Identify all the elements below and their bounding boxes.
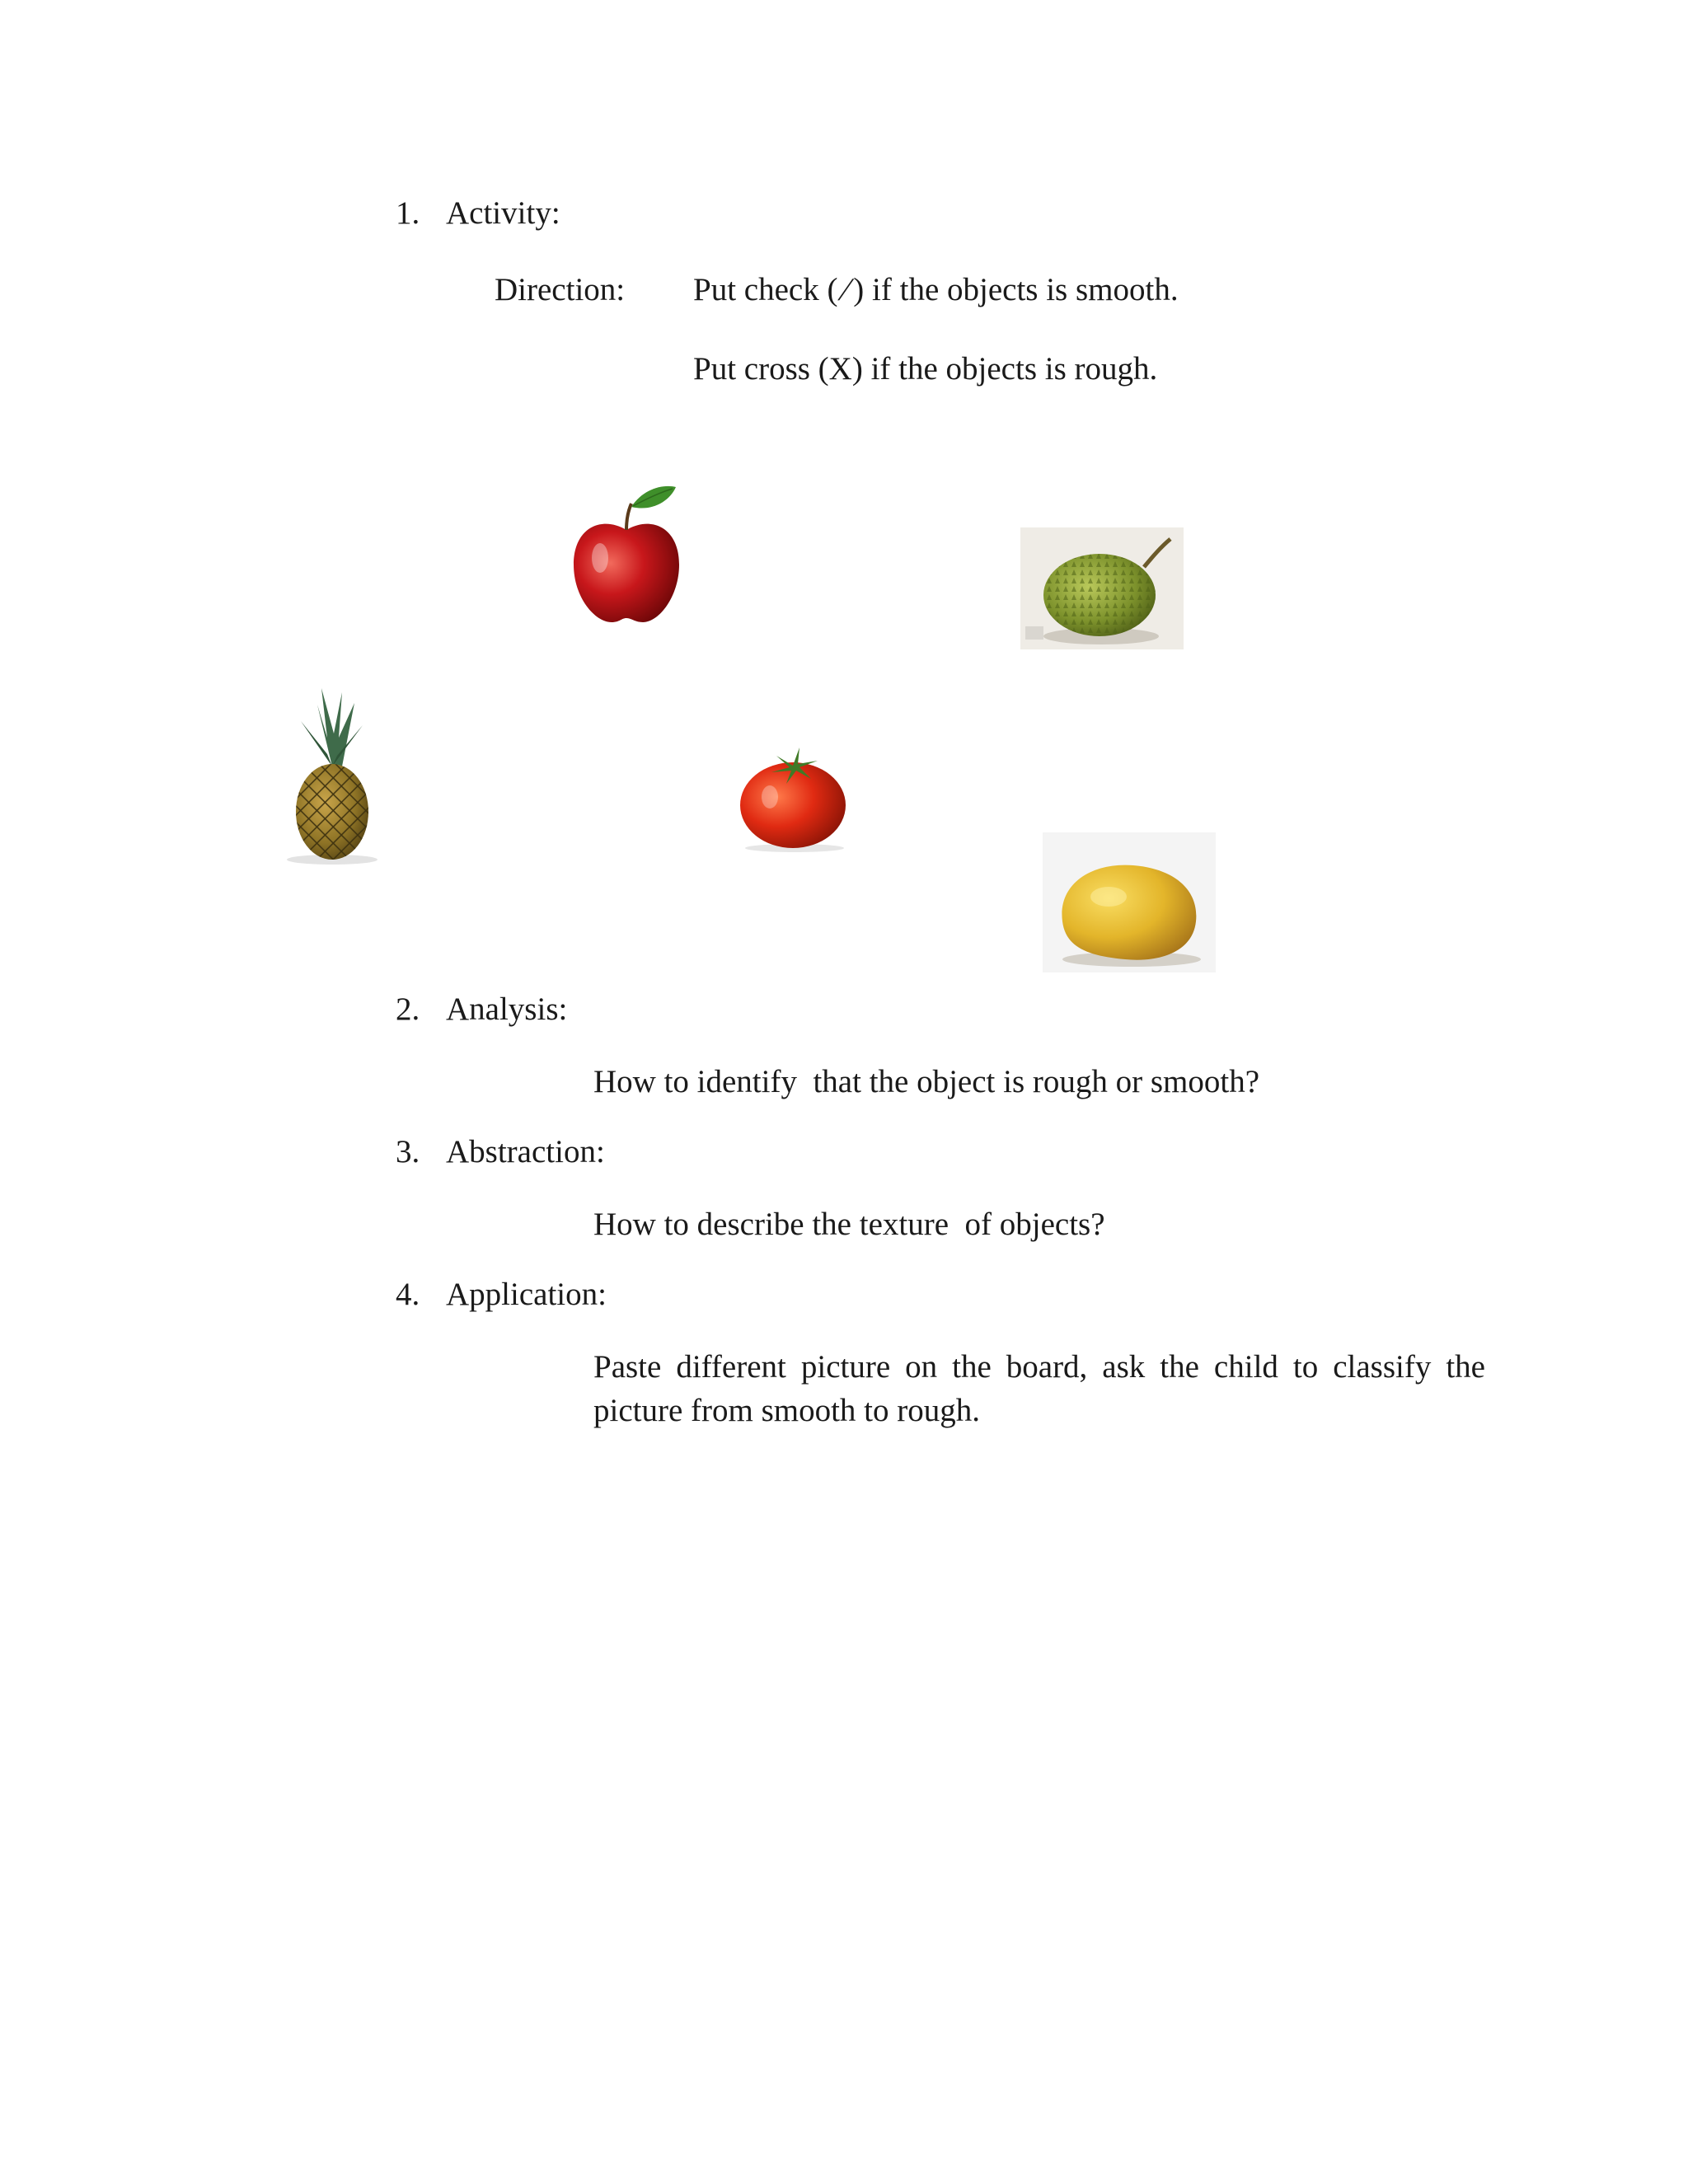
application-text: Paste different picture on the board, ask the child to classify the picture from smooth to rough. [593,1349,1485,1428]
durian-icon [1020,527,1184,649]
apple-picture [569,482,684,626]
section-3-title: Abstraction: [446,1134,605,1169]
durian-picture [1020,527,1184,649]
direction-line-1-start: Put check ( [693,272,838,307]
pineapple-picture [276,688,387,865]
mango-icon [1043,832,1216,972]
direction-line-2: Put cross (X) if the objects is rough. [693,351,1158,387]
section-4-title: Application: [446,1277,607,1312]
section-4-number: 4. [396,1277,420,1312]
section-2-number: 2. [396,991,420,1027]
pineapple-icon [276,688,387,865]
direction-label: Direction: [495,272,626,307]
section-2-title: Analysis: [446,991,568,1027]
section-3-number: 3. [396,1134,420,1169]
section-1-title: Activity: [446,195,560,231]
abstraction-question: How to describe the texture of objects? [593,1207,1105,1242]
section-1-number: 1. [396,195,420,231]
check-symbol: / [837,272,854,307]
direction-line-1-end: ) if the objects is smooth. [853,272,1179,307]
mango-picture [1043,832,1216,972]
direction-line-1 [693,271,1179,310]
apple-icon [569,482,684,626]
analysis-question: How to identify that the object is rough or smooth? [593,1064,1260,1099]
tomato-icon [732,738,856,853]
tomato-picture [732,738,856,853]
